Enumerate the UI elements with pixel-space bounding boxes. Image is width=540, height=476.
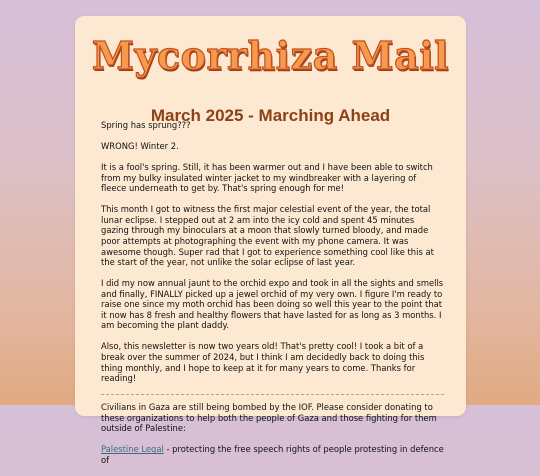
- issue-headline: March 2025 - Marching Ahead: [150, 106, 391, 125]
- gaza-note: Civilians in Gaza are still being bombed by the IOF. Please consider donating to these organizations to help both the people of Gaza and those fighting for them outside of Palestine:: [101, 402, 437, 434]
- paragraph-fools-spring: It is a fool's spring. Still, it has been warmer out and I have been able to switch from my bulky insulated winter jacket to my windbreaker with a layering of fleece underneath to get by. That's spring enough for me!: [101, 161, 433, 194]
- palestine-legal-link[interactable]: Palestine Legal: [101, 444, 164, 455]
- section-divider: [101, 394, 444, 395]
- paragraph-winter: WRONG! Winter 2.: [101, 140, 179, 151]
- newsletter-logo: Mycorrhiza Mail: [91, 33, 450, 78]
- newsletter-body: [101, 120, 444, 476]
- paragraph-anniversary: Also, this newsletter is now two years old! That's pretty cool! I took a bit of a break over the summer of 2024, but I think I am decidedly back to doing this thing monthly, and I hope to keep at it for many years to come. Thanks for reading!: [101, 341, 425, 384]
- palestine-legal-description: - protecting the free speech rights of people protesting in defence of: [101, 444, 444, 465]
- paragraph-intro: Spring has sprung???: [101, 120, 191, 130]
- paragraph-orchid: I did my now annual jaunt to the orchid expo and took in all the sights and smells and finally, FINALLY picked up a jewel orchid of my very own. I figure I'm ready to raise one since my moth orchid has been doing so well this year to the point that it now has 8 fresh and healthy flowers that have lasted for as long as 3 months. I am becoming the plant daddy.: [101, 278, 444, 331]
- donation-link-item: [101, 444, 444, 465]
- paragraph-eclipse: This month I got to witness the first major celestial event of the year, the total lunar eclipse. I stepped out at 2 am into the icy cold and spent 45 minutes gazing through my binoculars at a moon that slowly turned bloody, and made poor attempts at photographing the event with my phone camera. It was awesome though. Super rad that I got to experience something cool like this at the start of the year, not unlike the solar eclipse of last year.: [101, 204, 434, 268]
- newsletter-card: [75, 16, 466, 465]
